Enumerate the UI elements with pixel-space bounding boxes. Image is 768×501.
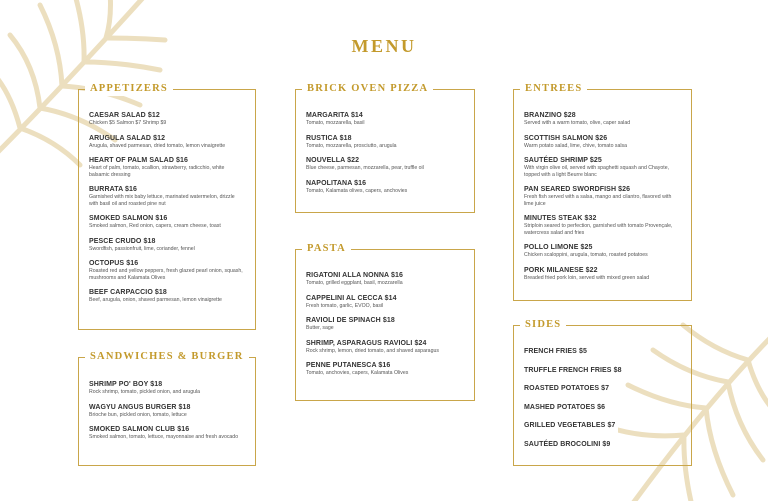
menu-item	[524, 403, 681, 412]
item-name: SMOKED SALMON CLUB $16	[89, 426, 190, 433]
entrees-list	[524, 104, 681, 281]
item-name: CAESAR SALAD $12	[89, 112, 160, 119]
menu-item	[89, 156, 245, 178]
item-description: Chicken scaloppini, arugula, tomato, roasted potatoes	[524, 252, 648, 258]
item-name: TRUFFLE FRENCH FRIES $8	[524, 366, 622, 374]
item-description: Striploin seared to perfection, garnished with tomato Provençale, watercress salad and fries	[524, 223, 673, 236]
item-description: Rock shrimp, tomato, pickled onion, and arugula	[89, 389, 201, 395]
appetizers-section	[78, 83, 256, 330]
item-name: MINUTES STEAK $32	[524, 215, 597, 222]
menu-item	[306, 111, 464, 127]
item-description: Warm potato salad, lime, chive, tomato salsa	[524, 142, 628, 149]
item-description: Fresh tomato, garlic, EVOO, basil	[306, 302, 384, 309]
menu-item	[524, 134, 681, 150]
item-description: Arugula, shaved parmesan, dried tomato, lemon vinaigrette	[89, 142, 226, 149]
menu-item	[524, 243, 681, 259]
item-name: NAPOLITANA $16	[306, 179, 367, 187]
page-title: MENU	[351, 36, 417, 56]
item-name: MASHED POTATOES $6	[524, 403, 606, 411]
pasta-section	[295, 243, 475, 401]
menu-item	[524, 156, 681, 178]
menu-item	[306, 134, 464, 150]
item-description: Tomato, Kalamata olives, capers, anchovies	[306, 187, 408, 194]
appetizers-list	[89, 104, 245, 304]
pizza-list	[306, 104, 464, 194]
menu-item	[524, 384, 681, 393]
menu-item	[89, 403, 245, 419]
menu-item	[89, 134, 245, 150]
menu-item	[524, 185, 681, 207]
menu-item	[524, 266, 681, 282]
sandwiches-section	[78, 351, 256, 466]
menu-item	[89, 425, 245, 441]
item-name: PAN SEARED SWORDFISH $26	[524, 186, 631, 193]
item-name: RAVIOLI DE SPINACH $18	[306, 317, 395, 324]
item-name: SHRIMP PO' BOY $18	[89, 381, 163, 388]
item-description: Breaded fried pork loin, served with mixed green salad	[524, 274, 650, 281]
item-name: HEART OF PALM SALAD $16	[89, 157, 189, 164]
pasta-heading: PASTA	[302, 242, 351, 256]
item-name: PESCE CRUDO $18	[89, 237, 156, 245]
item-name: PORK MILANESE $22	[524, 266, 598, 274]
appetizers-heading: APPETIZERS	[85, 82, 173, 96]
item-name: OCTOPUS $16	[89, 260, 139, 267]
item-description: With virgin olive oil, served with spaghetti squash and Chayote, topped with a light Beurre blanc	[524, 165, 670, 178]
item-name: SAUTÉED SHRIMP $25	[524, 157, 602, 164]
item-description: Tomato, mozzarella, basil	[306, 120, 365, 126]
item-name: ROASTED POTATOES $7	[524, 385, 610, 392]
menu-item	[89, 185, 245, 207]
menu-item	[524, 214, 681, 236]
item-description: Brioche bun, pickled onion, tomato, lettuce	[89, 411, 187, 418]
menu-item	[306, 294, 464, 310]
menu-item	[524, 440, 681, 449]
item-description: Beef, arugula, onion, shaved parmesan, lemon vinaigrette	[89, 297, 222, 303]
entrees-heading: ENTREES	[520, 82, 587, 96]
item-name: SMOKED SALMON $16	[89, 215, 168, 222]
item-name: BURRATA $16	[89, 186, 138, 193]
item-name: WAGYU ANGUS BURGER $18	[89, 403, 191, 411]
item-description: Fresh fish served with a salsa, mango and cilantro, flavored with lime juice	[524, 194, 672, 207]
item-name: FRENCH FRIES $5	[524, 348, 587, 355]
menu-item	[89, 214, 245, 230]
sandwiches-list	[89, 372, 245, 441]
item-description: Butter, sage	[306, 325, 334, 331]
item-name: SAUTÉED BROCOLINI $9	[524, 440, 611, 448]
menu-item	[89, 111, 245, 127]
item-name: MARGARITA $14	[306, 112, 363, 119]
item-description: Tomato, anchovies, capers, Kalamata Olives	[306, 370, 409, 376]
menu-item	[524, 366, 681, 375]
menu-item	[306, 271, 464, 287]
pasta-list	[306, 264, 464, 377]
item-description: Heart of palm, tomato, scallion, strawberry, radicchio, white balsamic dressing	[89, 165, 225, 178]
item-description: Garnished with mix baby lettuce, marinated watermelon, drizzle with basil oil and roasted pine nut	[89, 194, 235, 207]
item-description: Smoked salmon, Red onion, capers, cream cheese, toast	[89, 223, 221, 229]
menu-item	[89, 380, 245, 396]
menu-item	[524, 111, 681, 127]
item-name: SHRIMP, ASPARAGUS RAVIOLI $24	[306, 339, 427, 347]
sides-heading: SIDES	[520, 318, 566, 332]
item-name: BEEF CARPACCIO $18	[89, 289, 167, 296]
item-description: Rock shrimp, lemon, dried tomato, and shaved asparagus	[306, 347, 439, 354]
item-name: BRANZINO $28	[524, 112, 576, 119]
menu-item	[306, 179, 464, 195]
sides-section	[513, 319, 692, 466]
item-name: NOUVELLA $22	[306, 157, 360, 164]
item-description: Blue cheese, parmesan, mozzarella, pear, truffle oil	[306, 165, 424, 171]
sides-list	[524, 340, 681, 449]
item-description: Chicken $5 Salmon $7 Shrimp $9	[89, 120, 167, 126]
item-description: Swordfish, passionfruit, lime, coriander, fennel	[89, 245, 195, 252]
item-description: Tomato, mozzarella, prosciutto, arugula	[306, 142, 397, 149]
item-name: GRILLED VEGETABLES $7	[524, 422, 616, 429]
pizza-heading: BRICK OVEN PIZZA	[302, 82, 433, 96]
menu-item	[89, 288, 245, 304]
item-name: RIGATONI ALLA NONNA $16	[306, 272, 403, 279]
pizza-section	[295, 83, 475, 213]
menu-item	[306, 339, 464, 355]
menu-item	[89, 237, 245, 253]
item-name: ARUGULA SALAD $12	[89, 134, 166, 142]
item-description: Served with a warm tomato, olive, caper salad	[524, 120, 631, 126]
sandwiches-heading: SANDWICHES & BURGER	[85, 350, 249, 364]
menu-item	[89, 259, 245, 281]
menu-item	[306, 156, 464, 172]
item-name: PENNE PUTANESCA $16	[306, 362, 391, 369]
item-name: RUSTICA $18	[306, 134, 352, 142]
item-description: Smoked salmon, tomato, lettuce, mayonnaise and fresh avocado	[89, 434, 239, 440]
entrees-section	[513, 83, 692, 301]
item-name: SCOTTISH SALMON $26	[524, 134, 608, 142]
item-description: Roasted red and yellow peppers, fresh glazed pearl onion, squash, mushrooms and Kalamata Olives	[89, 268, 243, 281]
menu-item	[306, 361, 464, 377]
item-description: Tomato, grilled eggplant, basil, mozzarella	[306, 280, 403, 286]
item-name: POLLO LIMONE $25	[524, 244, 593, 251]
item-name: CAPPELINI AL CECCA $14	[306, 294, 397, 302]
menu-item	[524, 347, 681, 356]
menu-item	[306, 316, 464, 332]
menu-item	[524, 421, 681, 430]
